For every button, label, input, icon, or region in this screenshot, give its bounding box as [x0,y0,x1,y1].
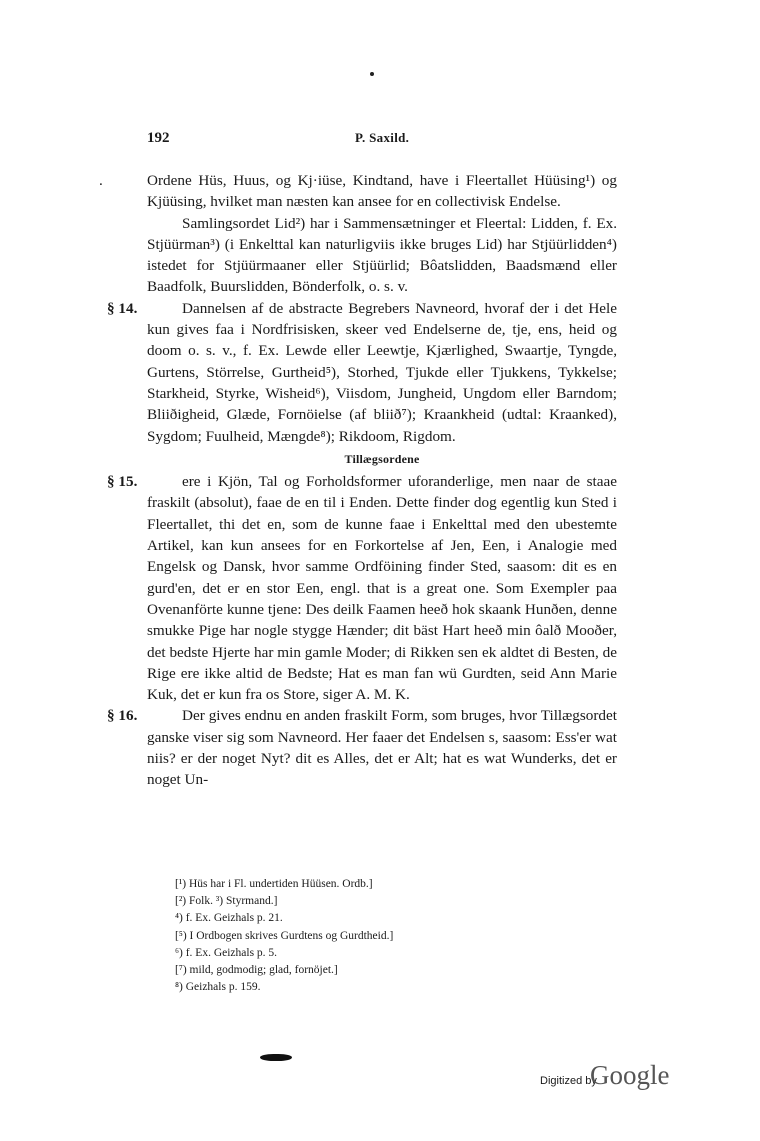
page-number: 192 [147,130,170,146]
footnote: [¹) Hüs har i Fl. undertiden Hüüsen. Ordb.] [175,878,373,890]
footnote: ⁴) f. Ex. Geizhals p. 21. [175,912,283,925]
section-number-14: § 14. [107,299,138,317]
paragraph-5-text: Der gives endnu en anden fraskilt Form, som bruges, hvor Tillægsordet ganske viser sig som Navneord. Her faaer det Endelsen s, saasom: Ess'er wat niis? er der noget Nyt? dit es Alles, det er Alt; hat es wat Wunderks, det er noget Un- [147,707,617,789]
section-number-16: § 16. [107,707,138,725]
paragraph-4 [107,471,617,705]
footnote: ⁸) Geizhals p. 159. [175,981,261,994]
page-header [147,130,617,152]
footnote: [⁷) mild, godmodig; glad, fornöjet.] [175,964,338,977]
footnote: [²) Folk. ³) Styrmand.] [175,895,278,908]
paragraph-3-text: Dannelsen af de abstracte Begrebers Navneord, hvoraf der i det Hele kun gives faa i Nordfrisisken, skeer ved Endelserne de, tje, ens, heid og doom o. s. v., f. Ex. Lewde eller Leewtje, Kjærlighed, Swaartje, Tyngde, Gurtens, Störrelse, Gurtheid⁵), Storhed, Tjukde eller Tjukkens, Tykkelse; Starkheid, Styrke, Wisheid⁶), Viisdom, Jungheid, Ungdom eller Barndom; Bliiðigheid, Glæde, Fornöielse (af bliið⁷); Kraankheid (udtal: Kraanked), Sygdom; Fuulheid, Mængde⁸); Rikdoom, Rigdom. [147,299,617,445]
footnotes [175,876,595,996]
paragraph-5 [107,705,617,790]
paragraph-1-text: Ordene Hüs, Huus, og Kj·iüse, Kindtand, have i Fleertallet Hüüsing¹) og Kjüüsing, hvilket man næsten kan ansee for en collectivisk Endelse. [147,172,617,211]
paragraph-2: Samlingsordet Lid²) har i Sammensætninger et Fleertal: Lidden, f. Ex. Stjüürman³) (i Enkelttal kan naturligviis ikke bruges Lid) har Stjüürlidden⁴) istedet for Stjüürmaaner eller Stjüürlid; Bôatslidden, Baadsmænd eller Baadfolk, Buurslidden, Bönderfolk, o. s. v. [147,214,617,296]
section-heading: Tillægsordene [344,451,420,466]
paragraph-4-text: ere i Kjön, Tal og Forholdsformer uforanderlige, men naar de staae fraskilt (absolut), faae de en til i Enden. Dette finder dog egentlig kun Sted i Fleertallet, thi det en, som de kunne faae i Enkelttal med den ubestemte Artikel, kan kun ansees for en Forkortelse af Jen, Een, i Analogie med Engelsk og Dansk, hvor samme Ordföining finder Sted, saasom: dit es en gurd'en, det er en stor Een, engl. that is a great one. Som Exempler paa Ovenanförte kunne tjene: Des deilk Faamen heeð hok skaank Hunðen, denne smukke Pige har nogle stygge Hænder; dit bäst Hart heeð min ôalð Mooðer, det bedste Hjerte har min gamle Moder; di Rikken sen ek aldtet di Besten, de Rige ere ikke altid de Bedste; Hat es man fan wü Gurdten, seid Ann Marie Kuk, det er kun fra os Store, siger A. M. K. [147,473,617,704]
credit-prefix: Digitized by [540,1075,597,1087]
paragraph-3 [107,298,617,447]
footnote: ⁶) f. Ex. Geizhals p. 5. [175,946,278,959]
footnote: [⁵) I Ordbogen skrives Gurdtens og Gurdtheid.] [175,929,394,942]
margin-dot: . [99,172,103,189]
paragraph-1 [99,170,617,213]
google-logo: Google [590,1060,670,1090]
body-text [99,170,617,791]
print-speck [370,72,374,76]
section-number-15: § 15. [107,473,138,491]
running-title: P. Saxild. [355,130,410,145]
ink-mark [260,1054,292,1061]
